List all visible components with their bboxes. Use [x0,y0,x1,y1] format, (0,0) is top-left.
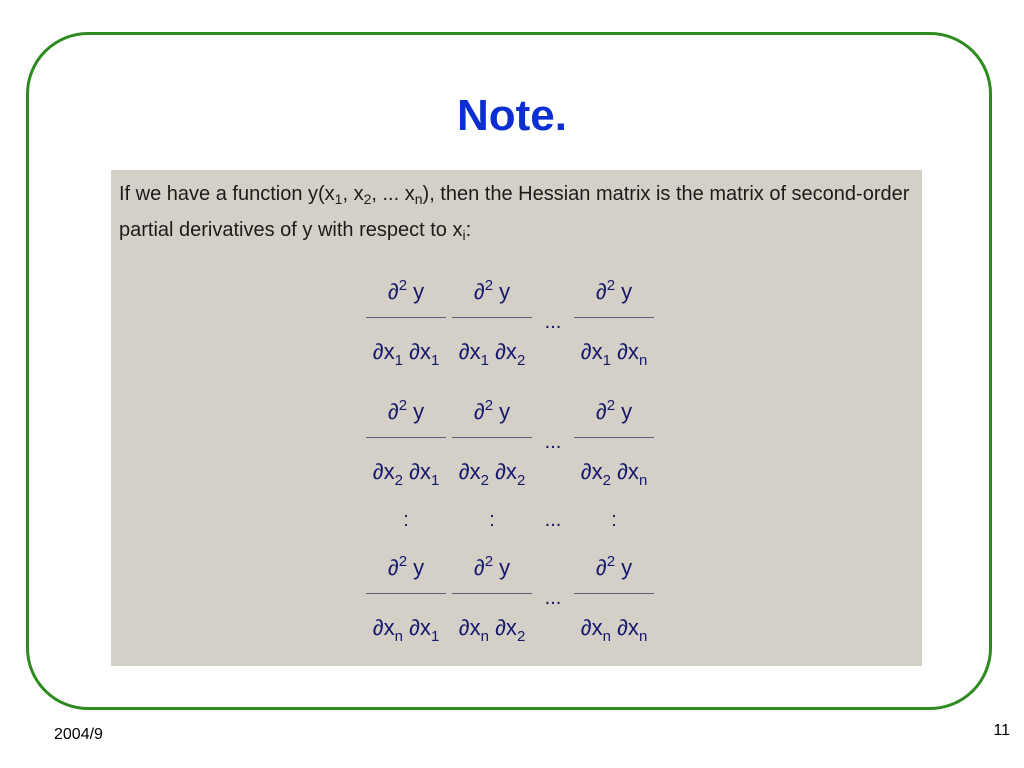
partial-symbol: ∂ [595,278,607,304]
power: 2 [398,552,408,570]
partial-symbol: ∂ [595,554,607,580]
vertical-dots: : [403,508,409,531]
den-symbol: ∂x [409,458,431,484]
matrix-ellipsis: ... [544,431,562,453]
partial-symbol: ∂ [387,554,399,580]
den-symbol: ∂x [580,614,603,640]
power: 2 [606,396,616,414]
intro-subscript: n [414,191,423,207]
vertical-dots: : [611,508,617,531]
den-subscript: 2 [516,471,526,489]
den-symbol: ∂x [495,338,517,364]
intro-subscript: i [462,227,466,243]
numerator-var: y [615,278,633,304]
entry-denominator [373,608,440,648]
den-symbol: ∂x [458,338,481,364]
entry-numerator [596,549,632,587]
entry-numerator [388,273,424,311]
matrix-entry [571,549,657,648]
entry-numerator [388,393,424,431]
partial-symbol: ∂ [387,398,399,424]
fraction-bar [452,437,532,438]
intro-part: , x [342,183,364,205]
power: 2 [484,396,494,414]
matrix-entry [449,273,535,372]
den-subscript: n [394,627,403,645]
den-symbol: ∂x [372,614,395,640]
intro-part: If we have a function y(x [119,183,335,205]
numerator-var: y [615,398,633,424]
den-subscript: 2 [516,627,526,645]
entry-denominator [459,452,526,492]
den-subscript: n [638,627,648,645]
den-symbol: ∂x [409,338,431,364]
matrix-ellipsis: ... [544,587,562,609]
hessian-matrix [363,262,683,658]
den-symbol: ∂x [458,614,481,640]
den-subscript: 2 [480,471,489,489]
power: 2 [484,276,494,294]
power: 2 [398,396,408,414]
den-symbol: ∂x [617,614,639,640]
power: 2 [484,552,494,570]
matrix-entry [363,273,449,372]
partial-symbol: ∂ [387,278,399,304]
entry-numerator [474,393,510,431]
hessian-note-panel [111,170,922,666]
matrix-entry [571,273,657,372]
entry-denominator [459,332,526,372]
intro-part: ), then the Hessian matrix is the matrix of second-order partial derivatives of y with respect to x [119,183,910,241]
power: 2 [606,276,616,294]
fraction-bar [574,593,654,594]
den-subscript: 1 [480,351,489,369]
fraction-bar [574,437,654,438]
den-subscript: 1 [430,627,440,645]
slide-number: 11 [993,722,1010,739]
numerator-var: y [493,554,511,580]
matrix-row [363,538,683,658]
fraction-bar [574,317,654,318]
numerator-var: y [407,278,425,304]
den-symbol: ∂x [409,614,431,640]
den-symbol: ∂x [580,458,603,484]
matrix-row [363,382,683,502]
power: 2 [398,276,408,294]
numerator-var: y [407,398,425,424]
fraction-bar [452,317,532,318]
partial-symbol: ∂ [473,554,485,580]
matrix-dots-row [363,502,683,538]
den-subscript: 1 [394,351,403,369]
den-symbol: ∂x [372,338,395,364]
intro-part: , ... x [371,183,415,205]
matrix-entry [449,549,535,648]
den-symbol: ∂x [372,458,395,484]
intro-part: : [465,219,472,241]
entry-numerator [474,549,510,587]
matrix-ellipsis: ... [544,311,562,333]
entry-denominator [373,332,440,372]
entry-denominator [459,608,526,648]
den-subscript: 2 [516,351,526,369]
fraction-bar [452,593,532,594]
den-symbol: ∂x [458,458,481,484]
matrix-entry [363,549,449,648]
intro-subscript: 2 [363,191,372,207]
slide-title: Note. [457,91,567,140]
den-subscript: n [638,351,648,369]
den-subscript: 2 [394,471,403,489]
entry-numerator [474,273,510,311]
den-symbol: ∂x [495,614,517,640]
den-symbol: ∂x [617,458,639,484]
fraction-bar [366,437,446,438]
partial-symbol: ∂ [473,398,485,424]
vertical-dots: : [489,508,495,531]
den-subscript: n [638,471,648,489]
entry-denominator [581,452,648,492]
den-symbol: ∂x [495,458,517,484]
entry-denominator [581,608,648,648]
numerator-var: y [615,554,633,580]
numerator-var: y [493,278,511,304]
partial-symbol: ∂ [473,278,485,304]
matrix-entry [449,393,535,492]
entry-denominator [373,452,440,492]
matrix-entry [363,393,449,492]
matrix-row [363,262,683,382]
den-subscript: 1 [602,351,611,369]
numerator-var: y [493,398,511,424]
entry-numerator [596,273,632,311]
entry-numerator [388,549,424,587]
den-subscript: 2 [602,471,611,489]
entry-denominator [581,332,648,372]
power: 2 [606,552,616,570]
den-subscript: n [602,627,611,645]
den-symbol: ∂x [580,338,603,364]
den-symbol: ∂x [617,338,639,364]
entry-numerator [596,393,632,431]
intro-text [119,176,914,248]
numerator-var: y [407,554,425,580]
fraction-bar [366,593,446,594]
intro-subscript: 1 [334,191,343,207]
den-subscript: n [480,627,489,645]
matrix-ellipsis: ... [544,509,562,531]
footer-date: 2004/9 [54,726,103,743]
partial-symbol: ∂ [595,398,607,424]
den-subscript: 1 [430,351,440,369]
fraction-bar [366,317,446,318]
den-subscript: 1 [430,471,440,489]
matrix-entry [571,393,657,492]
